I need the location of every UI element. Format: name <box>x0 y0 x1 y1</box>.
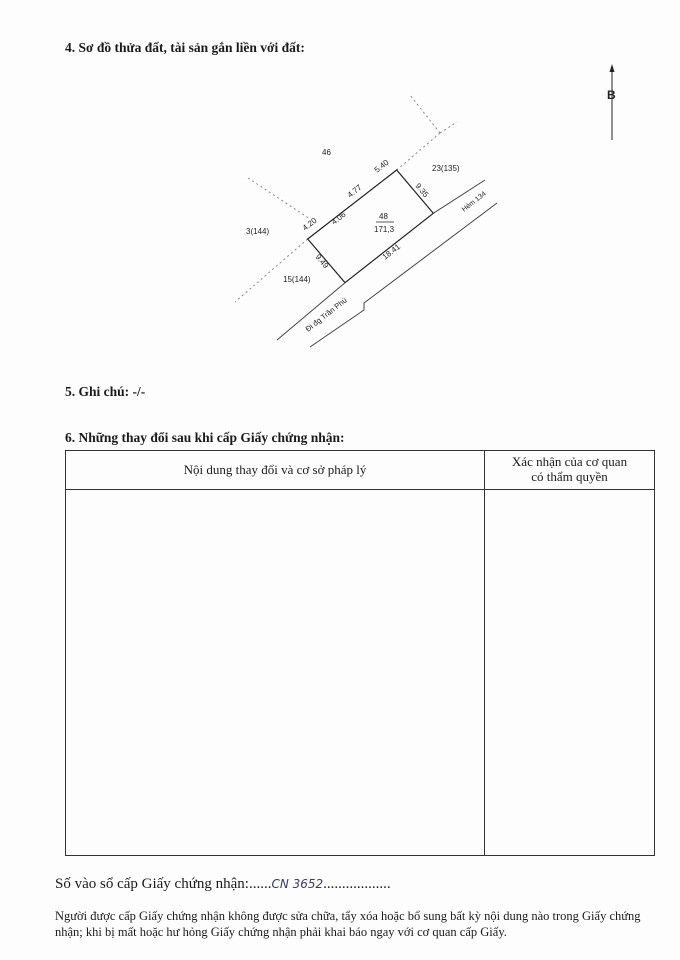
edge-length: 4.20 <box>300 215 319 233</box>
neighbor-east: 23(135) <box>432 164 460 173</box>
changes-table <box>65 450 655 856</box>
neighbor-southwest: 15(144) <box>283 275 311 284</box>
header-line: có thẩm quyền <box>531 469 608 484</box>
edge-length: 18.41 <box>380 242 403 262</box>
parcel-number: 48 <box>379 212 388 221</box>
registration-label: Số vào sổ cấp Giấy chứng nhận: <box>55 876 249 892</box>
section-5-title: 5. Ghi chú: -/- <box>65 384 146 399</box>
section-6-title: 6. Những thay đổi sau khi cấp Giấy chứng nhận: <box>65 430 345 445</box>
street-label: Đi đg Trần Phú <box>303 295 349 334</box>
edge-length: 4.06 <box>329 209 348 227</box>
registration-value: CN 3652 <box>271 877 324 891</box>
edge-length: 5.40 <box>372 157 391 175</box>
parcel-area: 171,3 <box>374 225 395 234</box>
alley-label: Hẻm 134 <box>460 190 488 214</box>
section-4-title: 4. Sơ đồ thửa đất, tài sản gắn liền với đất: <box>65 40 305 55</box>
edge-length: 9.35 <box>413 181 431 200</box>
north-label: B <box>607 88 616 102</box>
header-line: Xác nhận của cơ quan <box>511 454 628 470</box>
edge-length: 9.49 <box>313 252 331 271</box>
north-arrow <box>607 64 616 140</box>
header-authority-confirmation <box>485 451 655 490</box>
authority-confirmation-cell <box>485 490 655 856</box>
neighbor-north: 46 <box>322 148 331 157</box>
notice-text: Người được cấp Giấy chứng nhận không được sửa chữa, tẩy xóa hoặc bổ sung bất kỳ nội dung nào trong Giấy chứng nhận; khi bị mất hoặc hư hỏng Giấy chứng nhận phải khai báo ngay với cơ quan cấp Giấy. <box>55 909 641 939</box>
edge-length: 4.77 <box>345 182 364 200</box>
change-content-cell <box>66 490 485 856</box>
registration-number: Số vào sổ cấp Giấy chứng nhận:......CN 3652.................. <box>55 876 391 892</box>
header-change-content: Nội dung thay đổi và cơ sở pháp lý <box>66 451 485 490</box>
land-plot-diagram <box>0 0 680 420</box>
neighbor-west: 3(144) <box>246 227 270 236</box>
